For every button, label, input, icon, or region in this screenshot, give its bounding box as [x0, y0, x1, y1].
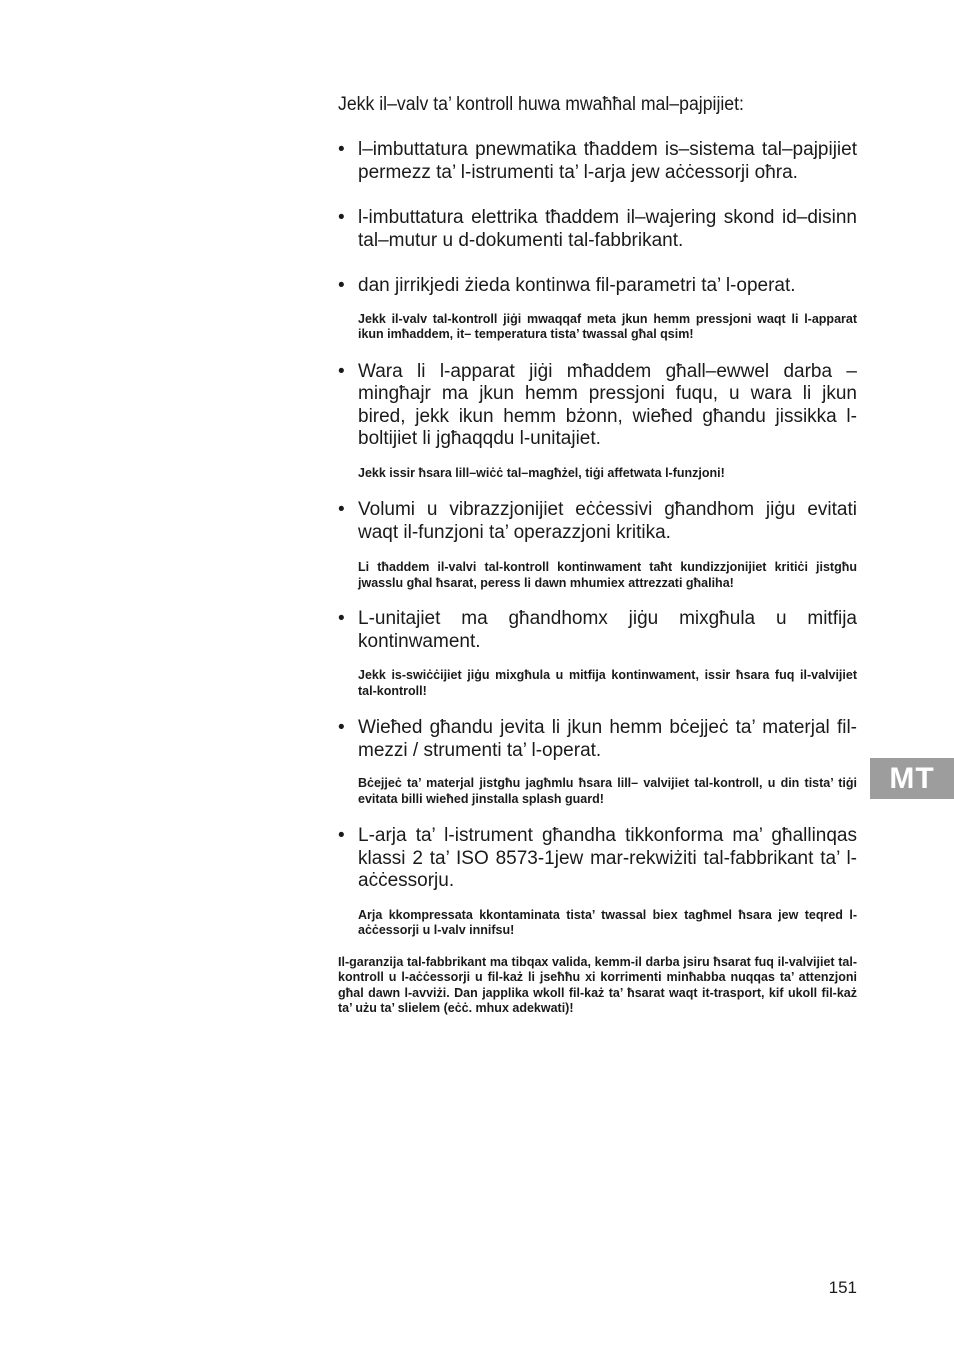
warning-note: Jekk issir ħsara lill–wiċċ tal–magħżel, tiġi affetwata l-funzjoni!: [358, 465, 725, 480]
list-item-parameters: [338, 275, 857, 298]
list-item-text: l–imbuttatura pnewmatika tħaddem is–sistema tal–pajpijiet permezz ta’ l-istrumenti ta’ l-arja jew aċċessorji oħra.: [358, 139, 857, 183]
bullet-icon: •: [338, 717, 345, 738]
bullet-icon: •: [338, 139, 345, 160]
warning-note: Arja kkompressata kkontaminata tista’ twassal biex tagħmel ħsara jew teqred l-aċċessorji u l-valv innifsu!: [358, 907, 857, 937]
list-item-pneumatic: [338, 139, 857, 184]
list-item-switching: [338, 608, 857, 653]
list-item-electric: [338, 207, 857, 252]
bullet-icon: •: [338, 207, 345, 228]
warning-note: Bċejjeċ ta’ materjal jistgħu jagħmlu ħsara lill– valvijiet tal-kontroll, u din tista’ tiġi evitata billi wieħed jinstalla splash guard!: [358, 776, 857, 806]
language-tab: MT: [870, 758, 954, 799]
bullet-icon: •: [338, 360, 345, 382]
list-item-instrument-air: [338, 825, 857, 893]
list-item-text: dan jirrikjedi żieda kontinwa fil-parametri ta’ l-operat.: [358, 275, 796, 296]
warning-note: Li tħaddem il-valvi tal-kontroll kontinwament taħt kundizzjonijiet kritiċi jistgħu jwasslu għal ħsarat, peress li dawn mhumiex attrezzati għaliha!: [358, 560, 857, 590]
intro-text: Jekk il–valv ta’ kontroll huwa mwaħħal mal–pajpijiet:: [338, 94, 744, 115]
document-body: [338, 94, 857, 1017]
list-item-text: L-arja ta’ l-istrument għandha tikkonforma ma’ għallinqas klassi 2 ta’ ISO 8573-1jew mar-rekwiżiti tal-fabbrikant ta’ l-aċċessorju.: [358, 825, 857, 891]
list-item-text: Wieħed għandu jevita li jkun hemm bċejjeċ ta’ materjal fil-mezzi / strumenti ta’ l-operat.: [358, 717, 857, 761]
list-item-particles: [338, 717, 857, 762]
page-number: 151: [828, 1278, 857, 1297]
warranty-note: Il-garanzija tal-fabbrikant ma tibqax valida, kemm-il darba jsiru ħsarat fuq il-valvijiet tal-kontroll u l-aċċessorji u fil-każ li jseħħu xi korrimenti minħabba nuqqas ta’ attenzjoni għal dawn l-avviżi. Dan japplika wkoll fil-każ ta’ ħsarat waqt it-trasport, kif ukoll fil-każ ta’ użu ta’ slielem (eċċ. mhux adekwati)!: [338, 954, 857, 1015]
list-item-text: L-unitajiet ma għandhomx jiġu mixgħula u mitfija kontinwament.: [358, 608, 857, 652]
bullet-icon: •: [338, 608, 345, 629]
bullet-icon: •: [338, 825, 345, 846]
list-item-text: Wara li l-apparat jiġi mħaddem għall–ewwel darba – mingħajr ma jkun hemm pressjoni fuqu, u wara li jkun bired, jekk ikun hemm bżonn, wieħed għandu jissikka l-boltijiet li jgħaqqdu l-unitajiet.: [358, 360, 857, 449]
bullet-icon: •: [338, 275, 345, 296]
list-item-first-operation: [338, 361, 857, 451]
list-item-text: l-imbuttatura elettrika tħaddem il–wajering skond id–disinn tal–mutur u d-dokumenti tal-fabbrikant.: [358, 207, 857, 251]
list-item-text: Volumi u vibrazzjonijiet eċċessivi għandhom jiġu evitati waqt il-funzjoni ta’ operazzjoni kritika.: [358, 499, 857, 543]
list-item-vibrations: [338, 499, 857, 544]
warning-note: Jekk is-swiċċijiet jiġu mixgħula u mitfija kontinwament, issir ħsara fuq il-valvijiet tal-kontroll!: [358, 668, 857, 698]
bullet-icon: •: [338, 499, 345, 520]
warning-note: Jekk il-valv tal-kontroll jiġi mwaqqaf meta jkun hemm pressjoni waqt li l-apparat ikun imħaddem, it– temperatura tista’ twassal għal qsim!: [358, 311, 857, 341]
